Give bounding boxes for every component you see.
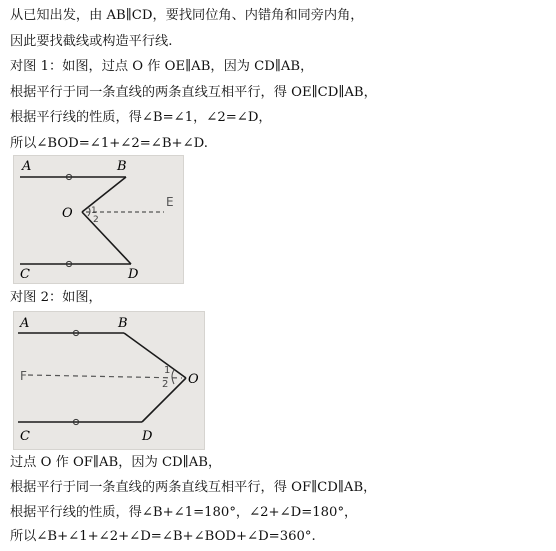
segment-BO	[82, 177, 126, 212]
figure-1-drawing	[14, 156, 183, 283]
text-line-7: 对图 2：如图，	[10, 290, 102, 305]
text-line-1: 从已知出发，由 AB∥CD，要找同位角、内错角和同旁内角，	[10, 8, 364, 23]
text-line-10: 根据平行线的性质，得∠B+∠1=180°，∠2+∠D=180°，	[10, 505, 358, 520]
segment-OD	[82, 212, 131, 264]
angle-arc	[172, 370, 174, 384]
label-B: B	[118, 316, 128, 331]
text-line-11: 所以∠B+∠1+∠2+∠D=∠B+∠BOD+∠D=360°.	[10, 529, 316, 544]
label-F: F	[20, 369, 27, 383]
label-A: A	[22, 159, 32, 174]
figure-2-drawing	[14, 312, 204, 449]
figure-1-photo	[13, 155, 184, 284]
text-line-4: 根据平行于同一条直线的两条直线互相平行，得 OE∥CD∥AB，	[10, 85, 377, 100]
label-A: A	[20, 316, 30, 331]
label-O: O	[188, 372, 199, 387]
label-B: B	[117, 159, 127, 174]
text-line-3: 对图 1：如图，过点 O 作 OE∥AB，因为 CD∥AB，	[10, 59, 314, 74]
segment-BO	[124, 333, 186, 378]
text-line-2: 因此要找截线或构造平行线.	[10, 34, 173, 49]
label-angle-1: 1	[91, 206, 97, 216]
text-line-5: 根据平行线的性质，得∠B=∠1，∠2=∠D，	[10, 110, 272, 125]
text-line-8: 过点 O 作 OF∥AB，因为 CD∥AB，	[10, 455, 222, 470]
label-O: O	[62, 206, 73, 221]
label-C: C	[20, 429, 30, 444]
label-C: C	[20, 267, 30, 282]
label-D: D	[142, 429, 153, 444]
label-E: E	[166, 195, 174, 209]
text-line-6: 所以∠BOD=∠1+∠2=∠B+∠D.	[10, 136, 208, 151]
label-D: D	[128, 267, 139, 282]
label-angle-2: 2	[93, 215, 99, 225]
label-angle-1: 1	[164, 365, 171, 376]
figure-2-photo	[13, 311, 205, 450]
text-line-9: 根据平行于同一条直线的两条直线互相平行，得 OF∥CD∥AB，	[10, 480, 377, 495]
dashed-line-OF	[28, 375, 182, 378]
label-angle-2: 2	[162, 379, 169, 390]
